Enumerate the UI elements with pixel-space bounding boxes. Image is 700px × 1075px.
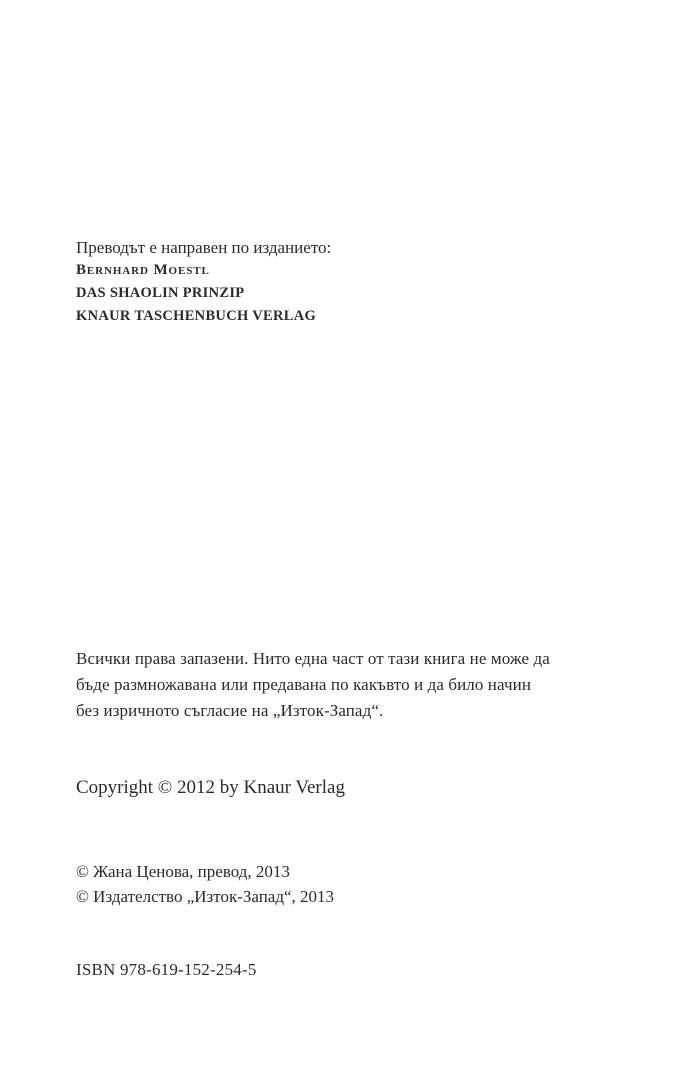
original-author: Bernhard Moestl (76, 262, 210, 278)
original-publisher: KNAUR TASCHENBUCH VERLAG (76, 308, 317, 324)
copyright-line: Copyright © 2012 by Knaur Verlag (76, 777, 345, 798)
original-title: DAS SHAOLIN PRINZIP (76, 285, 245, 301)
rights-line-3: без изричното съгласие на „Изток-Запад“. (76, 701, 384, 720)
original-edition-intro: Преводът е направен по изданието: (76, 238, 332, 257)
rights-line-2: бъде размножавана или предавана по какъвто и да било начин (76, 675, 532, 694)
publisher-credit: © Издателство „Изток-Запад“, 2013 (76, 887, 335, 906)
rights-notice (76, 646, 660, 724)
rights-line-1: Всички права запазени. Нито една част от тази книга не може да (76, 649, 550, 668)
translation-credit: © Жана Ценова, превод, 2013 (76, 862, 290, 881)
isbn: ISBN 978-619-152-254-5 (76, 960, 257, 979)
credits-block (76, 859, 660, 909)
original-edition-block (76, 236, 660, 328)
